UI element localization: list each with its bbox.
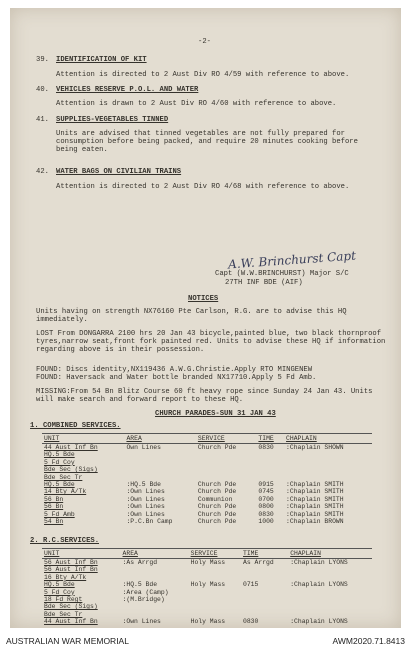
signature-name: Capt (W.W.BRINCHURST) Major S/C [215,270,349,278]
table-cell [288,611,372,618]
table-cell: :Own Lines [122,618,161,626]
table-cell: :Chaplain SHOWN [286,444,344,451]
table-cell: 0700 [258,495,274,503]
table-row [42,474,372,481]
table-cell: 18 Fd Regt [44,596,83,604]
table-cell: 56 Aust Inf Bn [44,559,98,566]
table-cell [196,451,257,458]
table-cell [241,603,288,610]
table-cell [196,466,257,473]
combined-services-table [42,433,372,525]
col-area: AREA [124,434,195,444]
table-cell [284,459,372,466]
item-42-number: 42. [36,168,49,176]
table-cell: 5 Fd Coy [44,458,75,466]
col-time: TIME [256,434,284,444]
table-cell [241,574,288,581]
rc-services-heading: 2. R.C.SERVICES. [30,537,100,545]
table-cell: :Chaplain SMITH [286,503,344,511]
table-row [42,518,372,525]
notice-lost: LOST From DONGARRA 2100 hrs 20 Jan 43 bicycle,painted blue, two black thornproof tyres,narrow seat,front fork painted red. Units to advise these HQ if information regarding above is in their possession. [36,330,386,355]
table-header-row [42,434,372,444]
table-cell: 0715 [243,581,259,589]
table-cell: Church Pde [197,510,237,518]
item-40-number: 40. [36,86,49,94]
table-cell: :P.C.Bn Camp [126,518,173,526]
rc-services-table [42,548,372,626]
col-time: TIME [241,549,288,559]
document-page [10,8,401,628]
table-cell: :Own Lines [126,495,165,503]
table-cell: Own Lines [126,444,161,451]
table-cell: Holy Mass [190,581,226,589]
table-cell [189,603,241,610]
table-cell: :Chaplain BROWN [286,518,344,526]
table-row [42,559,372,567]
col-service: SERVICE [196,434,257,444]
table-cell [256,451,284,458]
table-cell: 0915 [258,481,274,489]
item-40-body: Attention is drawn to 2 Aust Div RO 4/60 with reference to above. [56,100,337,108]
table-row [42,618,372,625]
table-cell: 14 Bty A/Tk [44,488,87,496]
table-cell: 0830 [258,444,274,451]
table-cell: Holy Mass [190,618,226,626]
table-cell: Church Pde [197,488,237,496]
table-cell: 56 Aust Inf Bn [44,566,98,574]
table-cell: HQ.5 Bde [44,481,75,489]
table-row [42,596,372,603]
table-cell: :Chaplain SMITH [286,488,344,496]
combined-services-heading: 1. COMBINED SERVICES. [30,422,121,430]
table-cell [256,474,284,481]
table-row [42,611,372,618]
table-cell [189,596,241,603]
table-cell [288,589,372,596]
item-39-heading: IDENTIFICATION OF KIT [56,56,147,64]
table-cell [124,474,195,481]
item-39-number: 39. [36,56,49,64]
table-cell [196,459,257,466]
table-cell [241,596,288,603]
table-cell [121,574,189,581]
table-row [42,511,372,518]
item-39-body: Attention is directed to 2 Aust Div RO 4/59 with reference to above. [56,71,350,79]
table-cell [189,566,241,573]
table-cell: HQ.5 Bde [44,581,75,589]
table-cell: :Chaplain LYONS [290,618,348,626]
table-cell: :Own Lines [126,503,165,511]
table-cell [241,611,288,618]
table-cell: 0830 [243,618,259,626]
table-cell [121,603,189,610]
handwritten-signature [228,249,357,272]
table-header-row [42,549,372,559]
table-cell: Bde Sec (Sigs) [44,466,98,474]
table-cell: :Area (Camp) [122,588,169,596]
table-cell [288,566,372,573]
table-cell: :(M.Bridge) [122,596,165,604]
table-cell: :Own Lines [126,488,165,496]
table-row [42,503,372,510]
table-cell [189,611,241,618]
col-chaplain: CHAPLAIN [284,434,372,444]
table-row [42,459,372,466]
table-cell [284,451,372,458]
notice-found-haversack: FOUND: Haversack and Water bottle branded NX17710.Apply 5 Fd Amb. [36,374,317,382]
item-41-heading: SUPPLIES-VEGETABLES TINNED [56,116,169,124]
table-row [42,488,372,495]
table-cell [288,574,372,581]
signature-unit: 27TH INF BDE (AIF) [225,279,303,287]
table-cell [124,459,195,466]
table-row [42,496,372,503]
item-40-heading: VEHICLES RESERVE P.O.L. AND WATER [56,86,199,94]
footer-institution: AUSTRALIAN WAR MEMORIAL [6,636,129,646]
table-cell: Holy Mass [190,559,226,566]
notice-carlson: Units having on strength NX76160 Pte Carlson, R.G. are to advise this HQ immediately. [36,308,347,325]
table-cell: 0830 [258,510,274,518]
table-cell: Bde Sec Tr [44,473,83,481]
table-row [42,566,372,573]
table-cell: Church Pde [197,444,237,451]
table-cell: :HQ.5 Bde [126,481,161,489]
table-cell: 44 Aust Inf Bn [44,444,98,451]
table-cell [241,566,288,573]
notice-missing: MISSING:From 54 Bn Blitz Course 60 ft heavy rope since Sunday 24 Jan 43. Units will make search and forward report to these HQ. [36,388,373,405]
table-row [42,603,372,610]
item-42-body: Attention is directed to 2 Aust Div RO 4/68 with reference to above. [56,183,350,191]
table-row [42,589,372,596]
signature-handwriting: A.W. Brinchurst Capt [227,248,357,272]
table-cell: 54 Bn [44,518,64,526]
table-cell: 56 Bn [44,495,64,503]
footer-accession: AWM2020.71.8413 [332,636,405,646]
table-cell: 5 Fd Amb [44,510,75,518]
table-cell [284,466,372,473]
table-cell [189,589,241,596]
table-cell: :Chaplain LYONS [290,581,348,589]
table-cell: 44 Aust Inf Bn [44,618,98,626]
table-cell: :Own Lines [126,510,165,518]
table-row [42,444,372,452]
table-cell: :HQ.5 Bde [122,581,158,589]
page-number: -2- [198,38,211,46]
table-cell: 0800 [258,503,274,511]
table-cell: 1000 [258,518,274,526]
table-cell: :Chaplain SMITH [286,481,344,489]
table-cell [256,459,284,466]
table-cell: HQ.5 Bde [44,451,75,459]
table-row [42,574,372,581]
table-row [42,466,372,473]
col-service: SERVICE [189,549,241,559]
item-41-number: 41. [36,116,49,124]
table-cell: Communion [197,495,233,503]
table-cell: As Arrgd [243,559,274,566]
table-cell [288,596,372,603]
notices-heading: NOTICES [188,295,219,303]
table-cell [124,466,195,473]
table-row [42,481,372,488]
col-chaplain: CHAPLAIN [288,549,372,559]
table-cell: :Chaplain LYONS [290,559,348,566]
table-cell: 16 Bty A/Tk [44,573,87,581]
table-cell: :As Arrgd [122,559,158,566]
table-row [42,451,372,458]
table-cell: :Chaplain SMITH [286,495,344,503]
col-area: AREA [121,549,189,559]
table-cell: 5 Fd Coy [44,588,75,596]
church-parades-heading: CHURCH PARADES-SUN 31 JAN 43 [155,410,276,418]
table-cell [288,603,372,610]
table-cell [121,611,189,618]
notice-found-discs: FOUND: Discs identity,NX119436 A.W.G.Christie.Apply RTO MINGENEW [36,366,313,374]
table-cell: Church Pde [197,481,237,489]
table-cell: Church Pde [197,518,237,526]
col-unit: UNIT [42,549,121,559]
table-cell: Church Pde [197,503,237,511]
table-cell [256,466,284,473]
table-cell [241,589,288,596]
item-41-body: Units are advised that tinned vegetables are not fully prepared for consumption before being packed, and require 20 minutes cooking before being eaten. [56,130,358,155]
table-cell [124,451,195,458]
table-cell: 0745 [258,488,274,496]
col-unit: UNIT [42,434,124,444]
table-cell: Bde Sec Tr [44,610,83,618]
table-cell [189,574,241,581]
table-row [42,581,372,588]
table-cell: :Chaplain SMITH [286,510,344,518]
table-cell [121,566,189,573]
table-cell: 56 Bn [44,503,64,511]
table-cell [196,474,257,481]
item-42-heading: WATER BAGS ON CIVILIAN TRAINS [56,168,182,176]
table-cell [284,474,372,481]
table-cell: Bde Sec (Sigs) [44,603,98,611]
